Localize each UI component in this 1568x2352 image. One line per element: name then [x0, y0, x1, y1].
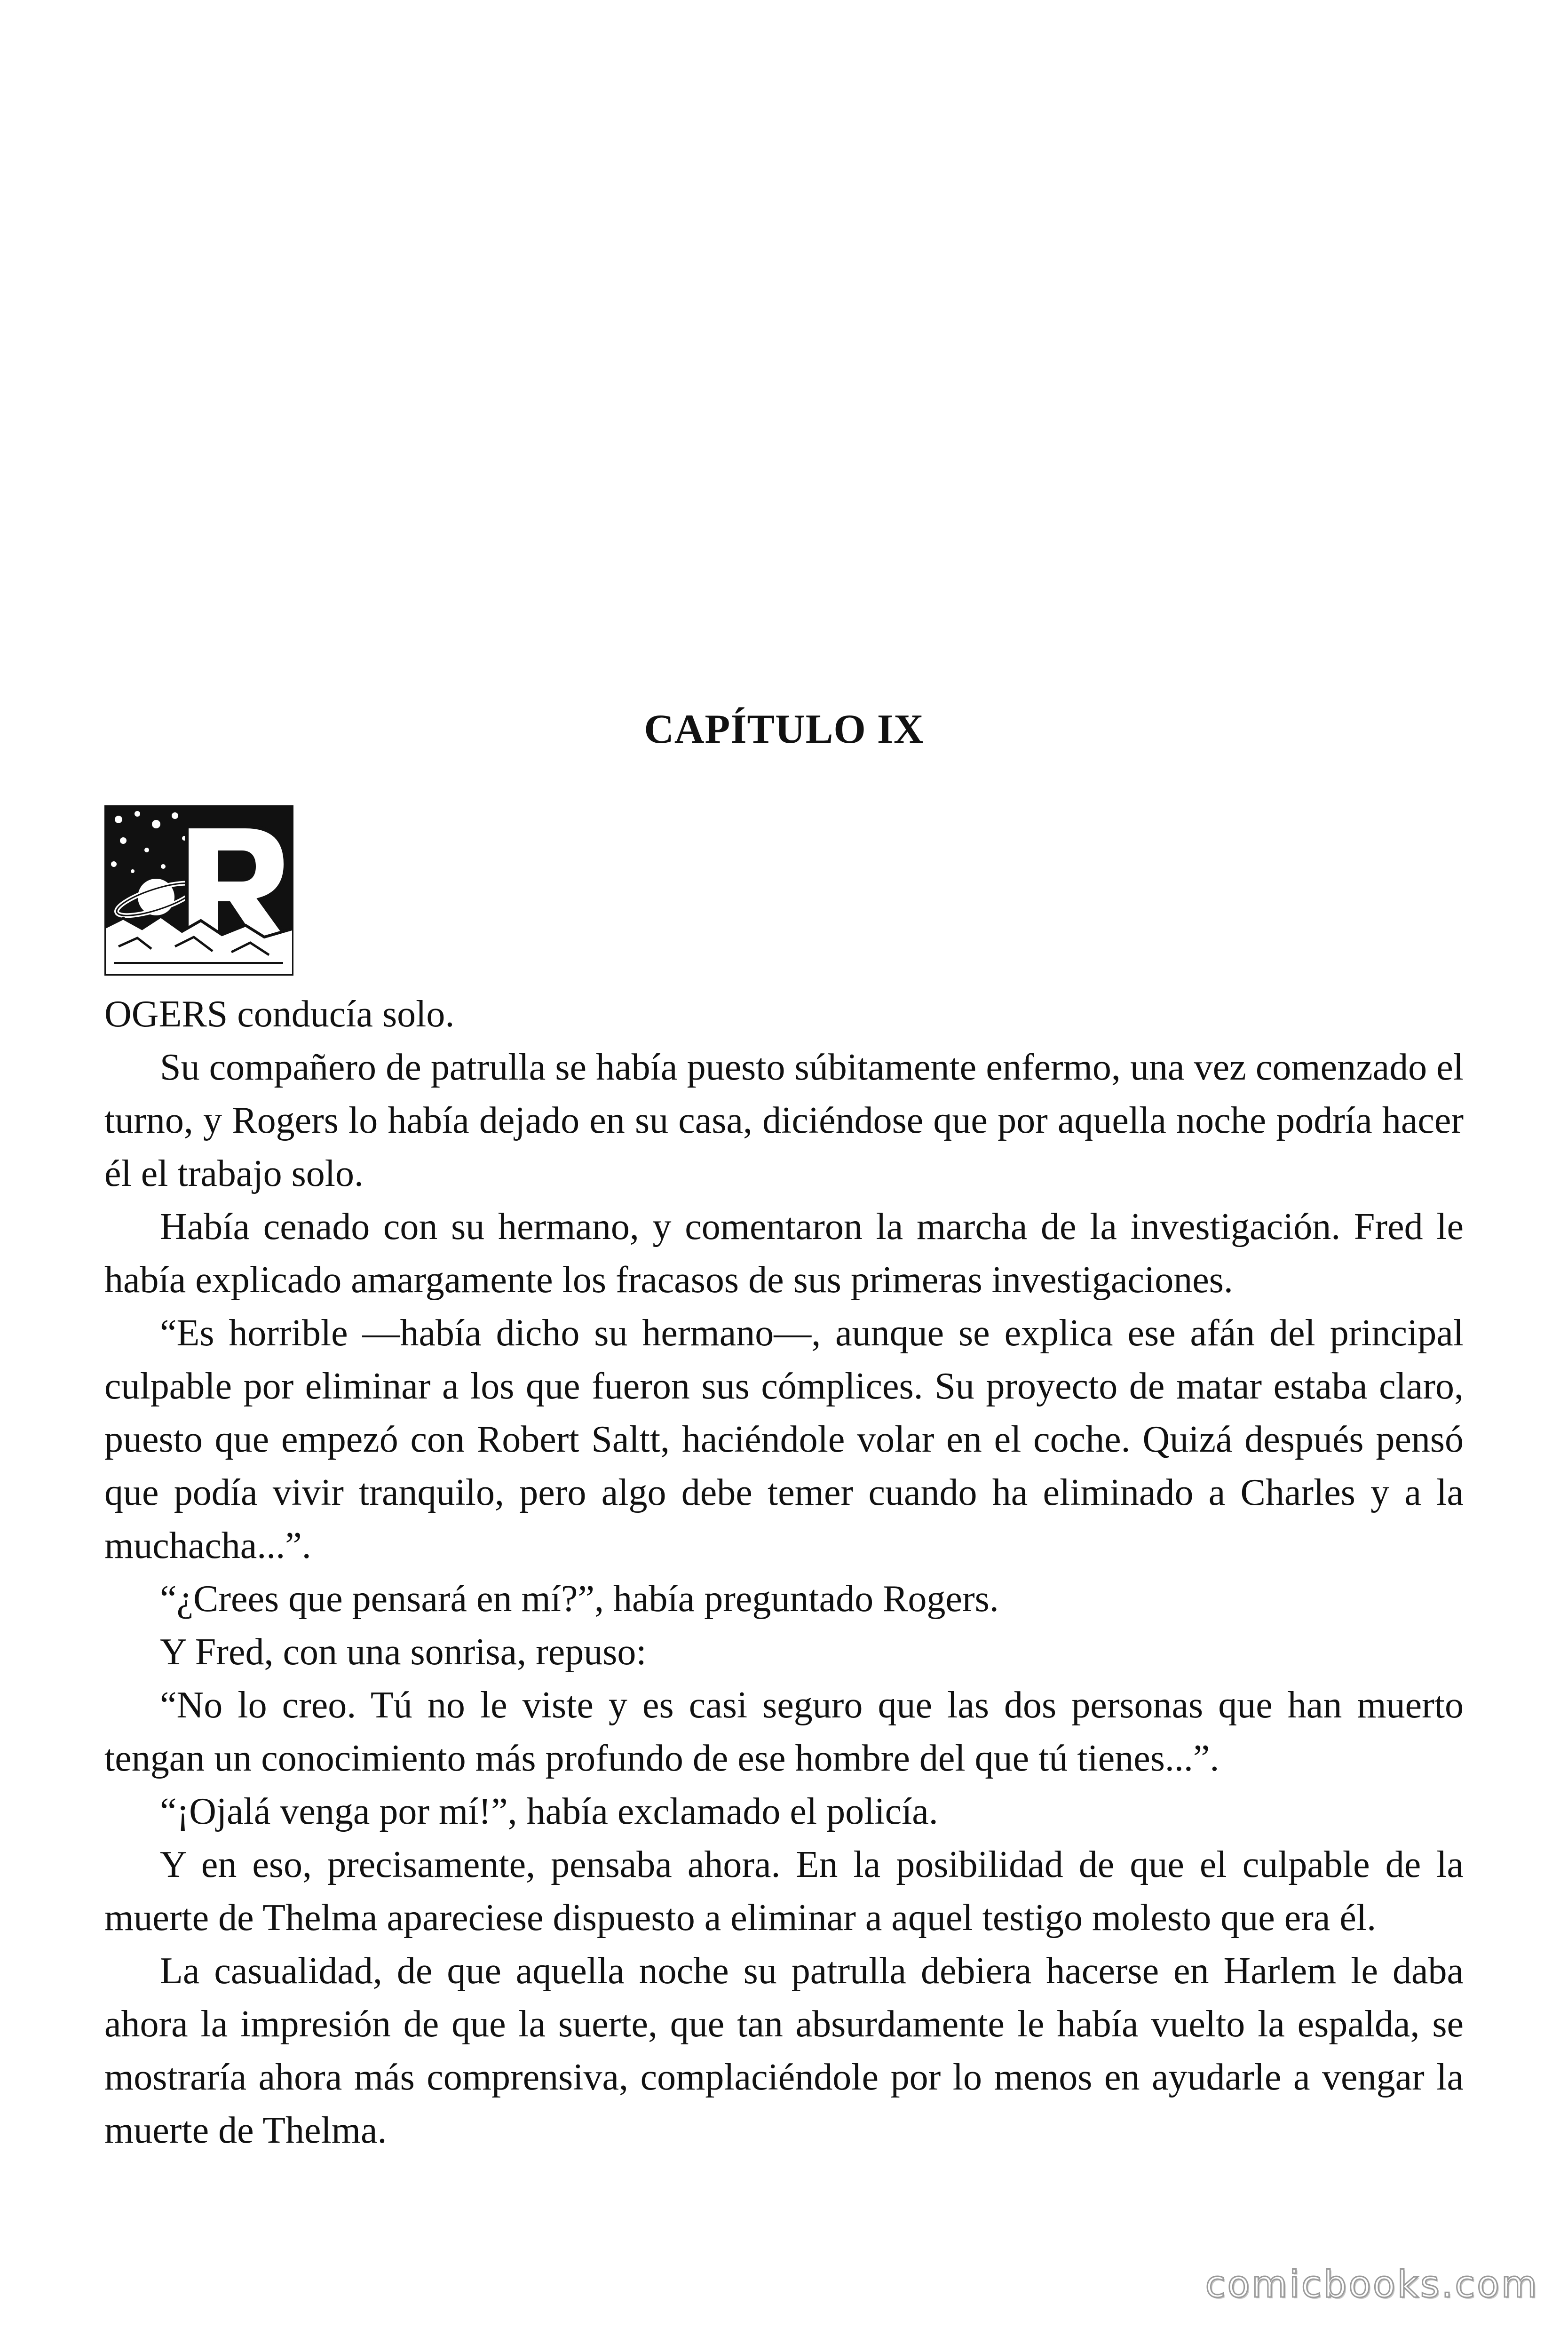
paragraph: La casualidad, de que aquella noche su patrulla debiera hacerse en Harlem le daba ahora la impresión de que la suerte, que tan absurdamente le había vuelto la espalda, se mostraría ahora más comprensiva, complaciéndole por lo menos en ayudarle a vengar la muerte de Thelma. — [104, 1950, 1464, 2151]
paragraph: Y en eso, precisamente, pensaba ahora. En la posibilidad de que el culpable de la muerte de Thelma apareciese dispuesto a eliminar a aquel testigo molesto que era él. — [104, 1844, 1464, 1939]
paragraph: “¡Ojalá venga por mí!”, había exclamado el policía. — [160, 1791, 938, 1832]
paragraph: Había cenado con su hermano, y comentaron la marcha de la investigación. Fred le había explicado amargamente los fracasos de sus primeras investigaciones. — [104, 1206, 1464, 1301]
paragraph: Su compañero de patrulla se había puesto súbitamente enfermo, una vez comenzado el turno, y Rogers lo había dejado en su casa, diciéndose que por aquella noche podría hacer él el trabajo solo. — [104, 1047, 1464, 1194]
paragraph: “No lo creo. Tú no le viste y es casi seguro que las dos personas que han muerto tengan un conocimiento más profundo de ese hombre del que tú tienes...”. — [104, 1685, 1464, 1779]
paragraph: “¿Crees que pensará en mí?”, había preguntado Rogers. — [160, 1578, 999, 1620]
paragraph: “Es horrible —había dicho su hermano—, aunque se explica ese afán del principal culpable por eliminar a los que fueron sus cómplices. Su proyecto de matar estaba claro, puesto que empezó con Robert Saltt, haciéndole volar en el coche. Quizá después pensó que podía vivir tranquilo, pero algo debe temer cuando ha eliminado a Charles y a la muchacha...”. — [104, 1312, 1464, 1566]
paragraph-opening: OGERS conducía solo. — [104, 993, 455, 1035]
watermark: comicbooks.com — [1205, 2264, 1539, 2306]
chapter-body — [104, 988, 1464, 2157]
chapter-title: CAPÍTULO IX — [644, 707, 924, 752]
paragraph: Y Fred, con una sonrisa, repuso: — [160, 1631, 647, 1673]
illuminated-initial-r-icon — [104, 805, 293, 976]
